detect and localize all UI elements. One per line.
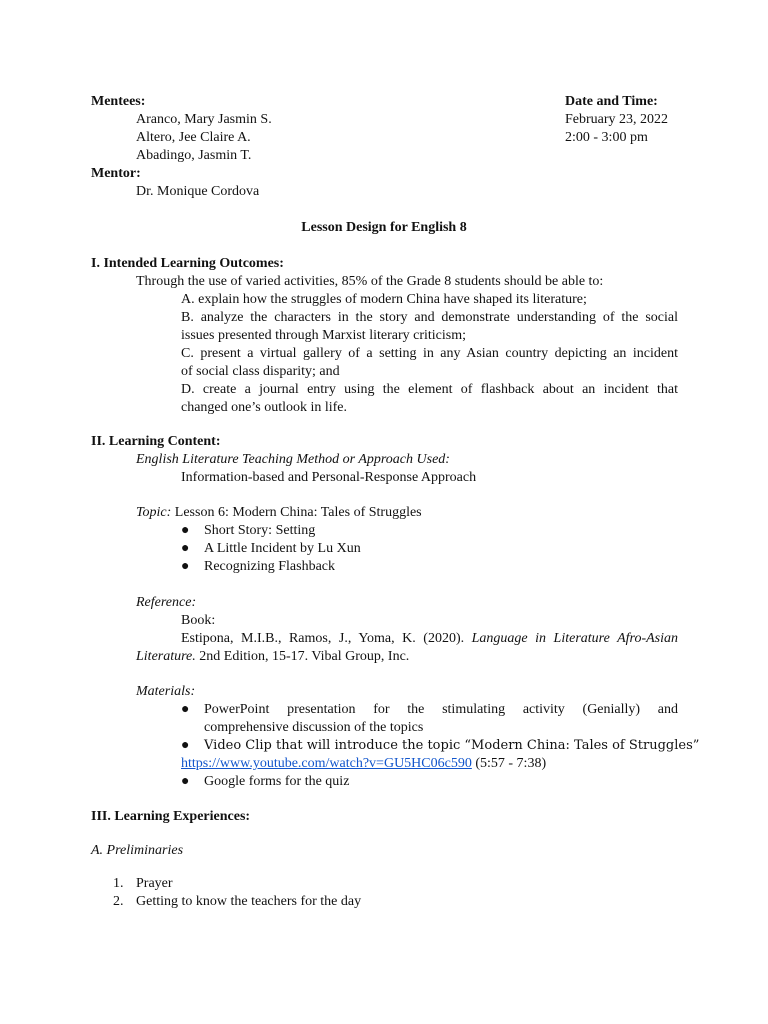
bullet-icon: ●: [181, 559, 190, 574]
list-item: Getting to know the teachers for the day: [136, 894, 362, 909]
topic-value: Lesson 6: Modern China: Tales of Struggles: [171, 505, 422, 520]
citation-edition: 2nd Edition, 15-17. Vibal Group, Inc.: [195, 649, 410, 664]
bullet-icon: ●: [181, 774, 190, 789]
document-title: Lesson Design for English 8: [301, 220, 467, 235]
outcome-d-line1: D. create a journal entry using the element of flashback about an incident that: [181, 382, 678, 397]
content-heading: II. Learning Content:: [91, 434, 221, 449]
experiences-heading: III. Learning Experiences:: [91, 809, 251, 824]
outcome-a: A. explain how the struggles of modern China have shaped its literature;: [181, 292, 587, 307]
date-time-label: Date and Time:: [565, 94, 658, 109]
reference-label: Reference:: [136, 595, 197, 610]
book-label: Book:: [181, 613, 216, 628]
mentee-name: Aranco, Mary Jasmin S.: [136, 112, 272, 127]
outcome-d-line2: changed one’s outlook in life.: [181, 400, 348, 415]
video-timestamp: (5:57 - 7:38): [471, 756, 547, 771]
list-item: Prayer: [136, 876, 173, 891]
topic-line: [136, 504, 422, 522]
outcome-b-line1: B. analyze the characters in the story and demonstrate understanding of the social: [181, 310, 678, 325]
list-item-number: 2.: [113, 894, 124, 909]
mentee-name: Altero, Jee Claire A.: [136, 130, 251, 145]
citation-title: Language in Literature Afro-Asian: [471, 631, 678, 646]
method-value: Information-based and Personal-Response Approach: [181, 470, 477, 485]
material-powerpoint-line2: comprehensive discussion of the topics: [204, 720, 424, 735]
reference-citation-line1: [181, 630, 678, 648]
reference-citation-line2: [136, 648, 409, 666]
outcome-b-line2: issues presented through Marxist literary criticism;: [181, 328, 466, 343]
lesson-date: February 23, 2022: [565, 112, 669, 127]
mentor-label: Mentor:: [91, 166, 141, 181]
mentees-label: Mentees:: [91, 94, 146, 109]
topic-label: Topic:: [136, 505, 172, 520]
outcome-c-line1: C. present a virtual gallery of a setting in any Asian country depicting an incident: [181, 346, 678, 361]
outcome-c-line2: of social class disparity; and: [181, 364, 340, 379]
mentee-name: Abadingo, Jasmin T.: [136, 148, 252, 163]
bullet-icon: ●: [181, 738, 190, 753]
bullet-icon: ●: [181, 523, 190, 538]
lesson-time: 2:00 - 3:00 pm: [565, 130, 648, 145]
topic-item: Short Story: Setting: [204, 523, 316, 538]
mentor-name: Dr. Monique Cordova: [136, 184, 260, 199]
topic-item: A Little Incident by Lu Xun: [204, 541, 361, 556]
citation-title-cont: Literature.: [136, 649, 196, 664]
materials-label: Materials:: [136, 684, 196, 699]
preliminaries-heading: A. Preliminaries: [91, 843, 184, 858]
citation-authors: Estipona, M.I.B., Ramos, J., Yoma, K. (2020).: [181, 631, 472, 646]
material-forms: Google forms for the quiz: [204, 774, 350, 789]
outcomes-heading: I. Intended Learning Outcomes:: [91, 256, 284, 271]
topic-item: Recognizing Flashback: [204, 559, 336, 574]
bullet-icon: ●: [181, 541, 190, 556]
list-item-number: 1.: [113, 876, 124, 891]
outcomes-intro: Through the use of varied activities, 85% of the Grade 8 students should be able to:: [136, 274, 604, 289]
material-video: Video Clip that will introduce the topic “Modern China: Tales of Struggles”: [204, 738, 700, 753]
method-label: English Literature Teaching Method or Approach Used:: [136, 452, 450, 467]
material-powerpoint-line1: PowerPoint presentation for the stimulating activity (Genially) and: [204, 702, 678, 717]
video-link-line: [181, 755, 546, 773]
bullet-icon: ●: [181, 702, 190, 717]
video-link[interactable]: https://www.youtube.com/watch?v=GU5HC06c590: [181, 756, 472, 771]
